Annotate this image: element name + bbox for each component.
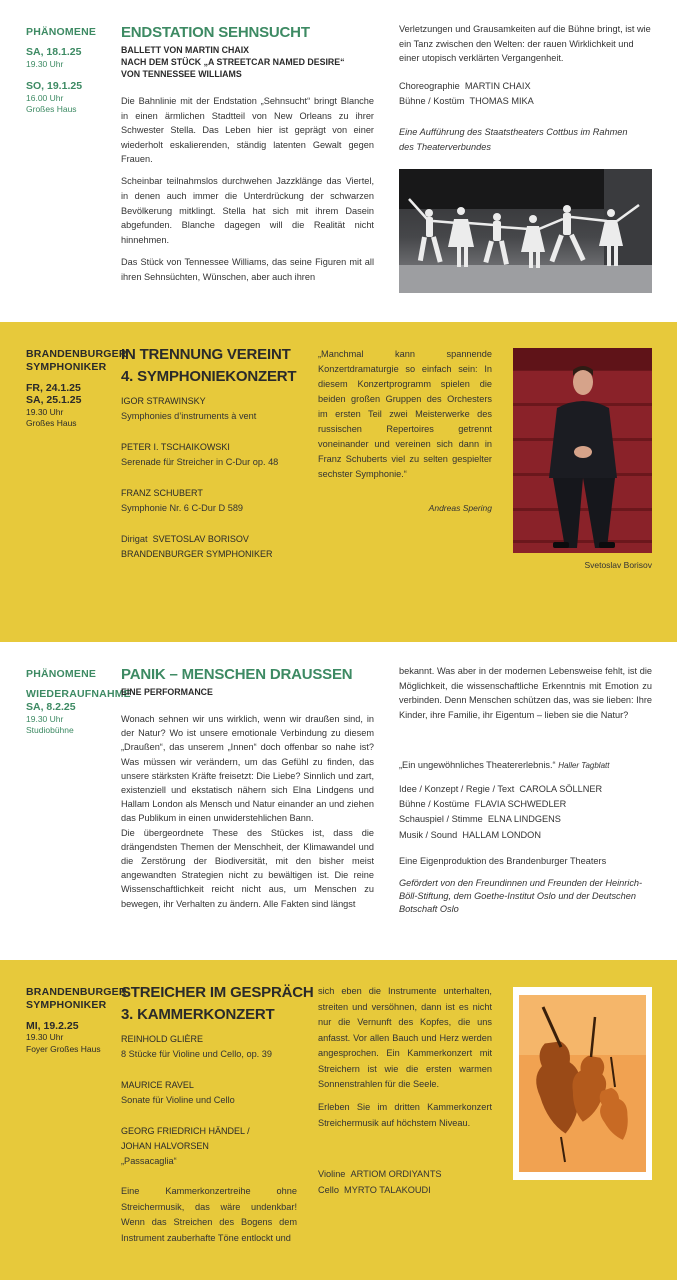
event-time: 19.30 Uhr — [26, 1032, 64, 1042]
event-venue: Studiobühne — [26, 725, 74, 735]
event-venue: Foyer Großes Haus — [26, 1044, 101, 1054]
funding-note: Gefördert von den Freundinnen und Freunden der Heinrich-Böll-Stiftung, dem Goethe-Institut Oslo und der Deutschen Botschaft Oslo — [399, 878, 643, 914]
event-description-continued: bekannt. Was aber in der modernen Lebensweise fehlt, ist die Möglichkeit, die wissenschaftliche Erkenntnis mit Emotion zu verbinden. Denn Menschen schützen das, was sie lieben: Ihre Kinder, ihre Familie, ihr Eigentum – lieben sie die Natur? — [399, 666, 652, 720]
ballet-photo — [399, 169, 652, 293]
event-title: STREICHER IM GESPRÄCH 3. KAMMERKONZERT — [121, 984, 314, 1023]
event-date: SA, 8.2.25 — [26, 701, 76, 713]
event-description-continued: Verletzungen und Grausamkeiten auf die Bühne bringt, ist wie ein Tanz zwischen den Welten: der rauen Wirklichkeit und einer utopisch verklärten Vergangenheit. — [399, 24, 651, 64]
event-title: IN TRENNUNG VEREINT 4. SYMPHONIEKONZERT — [121, 346, 297, 385]
production-note: Eine Eigenproduktion des Brandenburger Theaters — [399, 856, 607, 866]
category-label: BRANDENBURGER SYMPHONIKER — [26, 986, 127, 1011]
event-description: Die Bahnlinie mit der Endstation „Sehnsucht“ bringt Blanche in einen ärmlichen Stadtteil von New Orleans zu ihrer Schwester Stella. Das Leben hier ist geprägt von einer wiederholt eskalierenden, ständig latenten Gewalt gegen Frauen. Scheinbar teilnahmslos durchwehen Jazzklänge das Viertel, in denen auch immer die Unterdrückung der schwarzen Bevölkerung mitklingt. Stella hat sich mit ihrem Dasein abgefunden. Blanche dagegen will die Realität nicht hinnehmen. Das Stück von Tennessee Williams, das seine Figuren mit all ihren Sehnsüchten, Wünschen, aber auch ihren — [121, 96, 374, 282]
event-time: 19.30 Uhr — [26, 714, 64, 724]
event-date: SA, 18.1.25 — [26, 46, 82, 58]
event-time: 19.30 Uhr — [26, 407, 64, 417]
event-time: 16.00 Uhr — [26, 93, 64, 103]
concert-quote: „Manchmal kann spannende Konzertdramaturgie so einfach sein: In diesem Konzertprogramm spielen die beiden großen Gruppen des Orchesters im ersten Teil zwei Meisterwerke des russischen Repertoires getrennt voneinander und vereinen sich dann in Franz Schuberts viel zu selten gespielter sechster Symphonie.“ — [318, 349, 492, 479]
event-venue: Großes Haus — [26, 104, 77, 114]
event-panik-menschen-draussen — [0, 642, 677, 960]
event-subtitle: EINE PERFORMANCE — [121, 687, 213, 697]
category-label: PHÄNOMENE — [26, 668, 97, 680]
conductor-photo — [513, 348, 652, 553]
production-note: Eine Aufführung des Staatstheaters Cottbus im Rahmen des Theaterverbundes — [399, 127, 628, 152]
program-list: IGOR STRAWINSKY Symphonies d’instruments à vent PETER I. TSCHAIKOWSKI Serenade für Streicher in C-Dur op. 48 FRANZ SCHUBERT Symphonie Nr. 6 C-Dur D 589 Dirigat SVETOSLAV BORISOV BRANDENBURGER SYMPHONIKER — [121, 396, 279, 559]
event-4-symphoniekonzert — [0, 322, 677, 642]
credits: Idee / Konzept / Regie / Text CAROLA SÖLLNER Bühne / Kostüme FLAVIA SCHWEDLER Schauspiel / Stimme ELNA LINDGENS Musik / Sound HALLAM LONDON — [399, 784, 603, 840]
event-title: ENDSTATION SEHNSUCHT — [121, 24, 310, 41]
event-date: SO, 19.1.25 — [26, 80, 83, 92]
event-description: Wonach sehnen wir uns wirklich, wenn wir draußen sind, in der Natur? Wo ist unsere emotionale Verbindung zu diesem „Draußen“, das unserem „Innen“ doch offenbar so nahe ist? Was müssen wir verändern, um das Gefühl zu finden, das unsere stärksten Kräfte freisetzt: Die Liebe? Sinnlich und zart, existenziell und ekstatisch nähern sich Elna Lindgens und Hallam London als Mensch und Natur einander an und ziehen das Publikum in einen unwiderstehlichen Bann. Die übergeordnete These des Stückes ist, dass die drängendsten Themen der Menschheit, der Klimawandel und die Zerstörung der Biodiversität, mit den bisher meist angewandten Strategien nicht zu bewältigen ist. Die reine Wissenschaftlichkeit reicht nicht aus, um Menschen zu bewegen, ihr Verhalten zu ändern. Alle Fakten sind längst — [121, 714, 374, 909]
event-title: PANIK – MENSCHEN DRAUSSEN — [121, 666, 353, 683]
program-list: REINHOLD GLIÈRE 8 Stücke für Violine und Cello, op. 39 MAURICE RAVEL Sonate für Violine und Cello GEORG FRIEDRICH HÄNDEL / JOHAN HALVORSEN „Passacaglia“ — [121, 1034, 273, 1166]
event-description-continued: sich eben die Instrumente unterhalten, streiten und versöhnen, dann ist es nicht nur die Vernunft des Kopfes, die uns anfasst. Vor allen Bauch und Herz werden angesprochen. Ein Kammerkonzert mit Streichern ist wie die ersten warmen Sonnenstrahlen für die Seele. Erleben Sie im dritten Kammerkonzert Streichermusik auf höchstem Niveau. — [318, 986, 492, 1128]
event-time: 19.30 Uhr — [26, 59, 64, 69]
category-label: PHÄNOMENE — [26, 26, 97, 38]
credits: Choreographie MARTIN CHAIX Bühne / Kostüm THOMAS MIKA — [399, 81, 534, 106]
category-label-secondary: WIEDERAUFNAHME — [26, 688, 131, 700]
event-3-kammerkonzert — [0, 960, 677, 1280]
event-endstation-sehnsucht — [0, 0, 677, 322]
photo-caption: Svetoslav Borisov — [584, 560, 652, 570]
event-description: Eine Kammerkonzertreihe ohne Streichermusik, das wäre undenkbar! Wenn das Streichen des Bogens dem Instrument zauberhafte Töne entlockt und — [121, 1186, 297, 1243]
press-quote: „Ein ungewöhnliches Theatererlebnis.“ Haller Tagblatt — [399, 760, 610, 770]
event-venue: Großes Haus — [26, 418, 77, 428]
category-label: BRANDENBURGER SYMPHONIKER — [26, 348, 127, 373]
credits: Violine ARTIOM ORDIYANTS Cello MYRTO TALAKOUDI — [318, 1169, 442, 1195]
event-date: MI, 19.2.25 — [26, 1020, 79, 1032]
quote-author: Andreas Spering — [428, 503, 492, 513]
event-date: FR, 24.1.25 — [26, 382, 81, 394]
event-date: SA, 25.1.25 — [26, 394, 82, 406]
event-subtitle: BALLETT VON MARTIN CHAIX NACH DEM STÜCK „A STREETCAR NAMED DESIRE“ VON TENNESSEE WILLIAMS — [121, 45, 345, 79]
instruments-image — [513, 987, 652, 1180]
